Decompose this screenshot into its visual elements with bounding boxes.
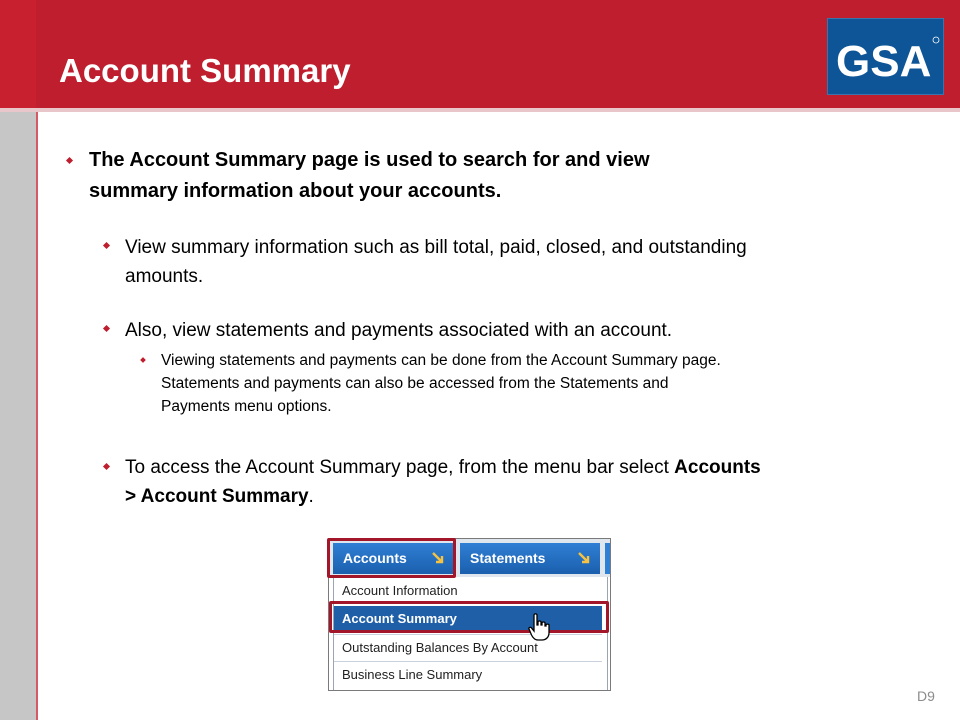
detail-bullet-line-1: Viewing statements and payments can be done from the Account Summary page. [161,352,721,369]
diamond-bullet-icon [140,357,146,363]
sub-bullet-3-prefix: To access the Account Summary page, from the menu bar select [125,457,675,478]
main-bullet-text [89,145,650,207]
sub-bullet-1-text [125,233,747,291]
slide-title: Account Summary [59,52,351,89]
menu-item-account-information[interactable]: Account Information [342,583,458,598]
hand-cursor-icon [527,612,551,642]
sub-bullet-2-line-1: Also, view statements and payments associated with an account. [125,320,673,341]
main-bullet-line-2: summary information about your accounts. [89,180,502,202]
arrow-down-right-icon [577,551,591,565]
diamond-bullet-icon [103,325,110,332]
diamond-bullet-icon [103,463,110,470]
left-sidebar-line [36,112,38,720]
left-sidebar-strip [0,112,36,720]
header-divider [0,108,960,112]
detail-bullet-line-3: Payments menu options. [161,398,332,415]
statements-menu-tab[interactable] [460,543,600,574]
sub-bullet-3-bold-accounts: Accounts [674,457,761,478]
sub-bullet-3-line-1 [125,453,761,482]
page-number: D9 [917,688,935,704]
sub-bullet-3-line-2 [125,482,761,511]
sub-bullet-1-line-2: amounts. [125,266,204,287]
account-summary-highlight-box [329,601,609,633]
next-menu-tab-edge [605,543,611,574]
gsa-logo [827,18,944,95]
diamond-bullet-icon [66,157,73,164]
gsa-logo-mark [828,19,945,96]
sub-bullet-3-text [125,453,761,511]
detail-bullet-text [161,349,721,418]
gsa-logo-text: GSA [836,37,932,86]
accounts-menu-label: Accounts [343,550,407,566]
registered-mark-icon [933,37,939,43]
sub-bullet-3-bold-summary: > Account Summary [125,486,309,507]
statements-menu-label: Statements [470,550,546,566]
diamond-bullet-icon [103,242,110,249]
sub-bullet-1-line-1: View summary information such as bill total, paid, closed, and outstanding [125,237,747,258]
detail-bullet-line-2: Statements and payments can also be accessed from the Statements and [161,375,669,392]
header-left-strip [0,0,36,108]
main-bullet-line-1: The Account Summary page is used to search for and view [89,149,650,171]
menu-item-business-line-summary[interactable]: Business Line Summary [334,661,602,687]
accounts-highlight-box [327,538,456,578]
sub-bullet-2-text [125,316,672,345]
sub-bullet-3-suffix: . [308,486,314,507]
menu-item-outstanding-balances[interactable]: Outstanding Balances By Account [334,634,602,660]
menu-item-account-summary[interactable]: Account Summary [334,606,602,632]
